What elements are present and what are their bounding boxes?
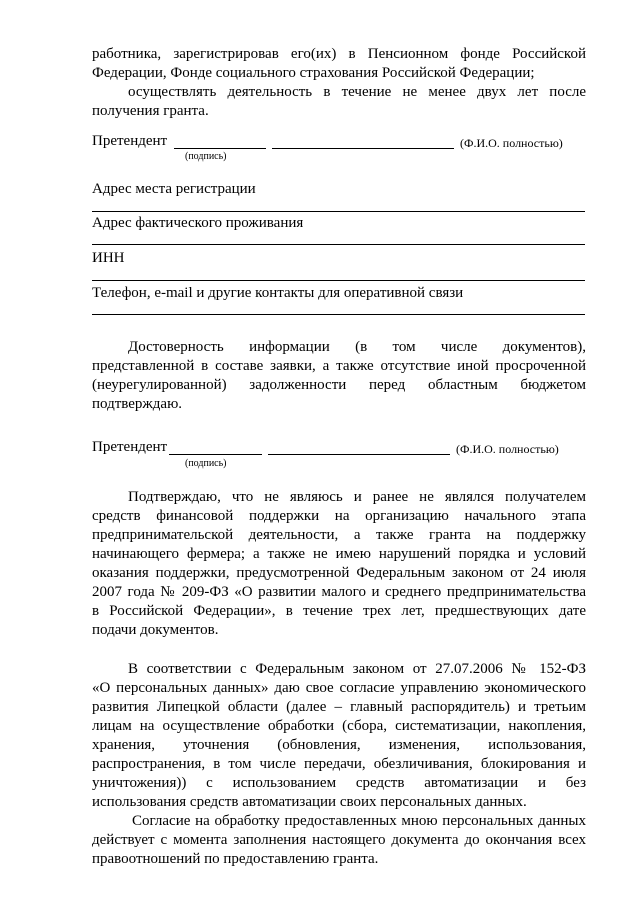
actual-address-line[interactable] [92,244,585,245]
reliability-line-4: подтверждаю. [92,396,183,412]
applicant-label-2: Претендент [92,439,168,455]
applicant-label-1: Претендент [92,133,168,149]
validity-line-2: действует с момента заполнения настоящего документа до окончания всех [92,832,586,848]
contacts-label: Телефон, e-mail и другие контакты для оперативной связи [92,285,464,301]
confirm-line-8: подачи документов. [92,622,219,638]
intro-line-2: Федерации, Фонде социального страхования Российской Федерации; [92,65,535,81]
intro-line-1: работника, зарегистрировав его(их) в Пенсионном фонде Российской [92,46,586,62]
fio-caption-2: (Ф.И.О. полностью) [456,442,559,456]
confirm-line-5: оказания поддержки, предусмотренной Федеральным законом от 24 июля [92,565,586,581]
validity-line-3: правоотношений по предоставлению гранта. [92,851,379,867]
registration-address-label: Адрес места регистрации [92,181,256,197]
confirm-line-2: средств финансовой поддержки на организацию начального этапа [92,508,586,524]
signature-line-1[interactable] [174,148,266,149]
confirm-line-6: 2007 года № 209-ФЗ «О развитии малого и среднего предпринимательства [92,584,586,600]
confirm-line-1: Подтверждаю, что не являюсь и ранее не являлся получателем [128,489,586,505]
fio-line-1[interactable] [272,148,454,149]
signature-caption-2: (подпись) [185,458,227,469]
reliability-line-3: (неурегулированной) задолженности перед областным бюджетом [92,377,586,393]
fio-line-2[interactable] [268,454,450,455]
consent-line-2: «О персональных данных» даю свое согласие управлению экономического [92,680,586,696]
consent-line-6: распространения, в том числе передачи, обезличивания, блокирования и [92,756,586,772]
confirm-line-4: начинающего фермера; а также не имею нарушений порядка и условий [92,546,586,562]
validity-line-1: Согласие на обработку предоставленных мною персональных данных [132,813,586,829]
consent-line-5: хранения, уточнения (обновления, изменения, использования, [92,737,586,753]
signature-caption-1: (подпись) [185,151,227,162]
inn-label: ИНН [92,250,125,266]
fio-caption-1: (Ф.И.О. полностью) [460,136,563,150]
confirm-line-3: предпринимательской деятельности, а также гранта на поддержку [92,527,586,543]
reliability-line-2: представленной в составе заявки, а также отсутствие иной просроченной [92,358,586,374]
intro-line-4: получения гранта. [92,103,209,119]
confirm-line-7: в Российской Федерации», в течение трех лет, предшествующих дате [92,603,586,619]
reliability-line-1: Достоверность информации (в том числе документов), [128,339,586,355]
consent-line-1: В соответствии с Федеральным законом от 27.07.2006 № 152-ФЗ [128,661,586,677]
contacts-line[interactable] [92,314,585,315]
signature-line-2[interactable] [169,454,262,455]
consent-line-7: уничтожения)) с использованием средств автоматизации и без [92,775,586,791]
consent-line-8: использования средств автоматизации своих персональных данных. [92,794,527,810]
intro-line-3: осуществлять деятельность в течение не менее двух лет после [128,84,586,100]
registration-address-line[interactable] [92,211,585,212]
inn-line[interactable] [92,280,585,281]
consent-line-4: лицам на осуществление обработки (сбора, систематизации, накопления, [92,718,586,734]
actual-address-label: Адрес фактического проживания [92,215,304,231]
consent-line-3: развития Липецкой области (далее – главный распорядитель) и третьим [92,699,586,715]
